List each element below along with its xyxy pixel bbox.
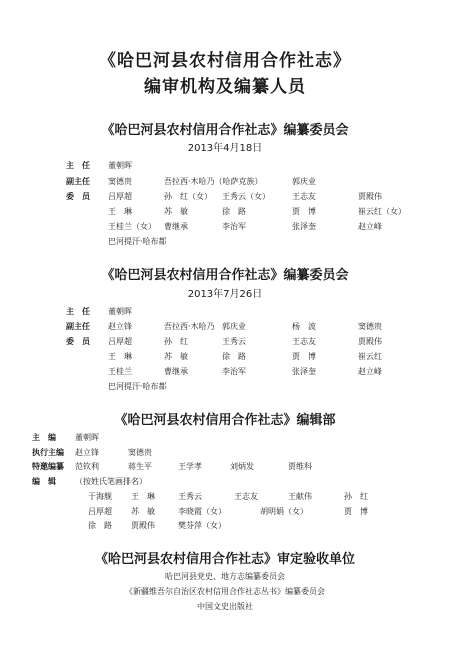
person-name: 贾殿伟 bbox=[358, 337, 382, 346]
section3-row bbox=[0, 506, 450, 520]
section4-title: 《哈巴河县农村信用合作社志》审定验收单位 bbox=[94, 552, 355, 567]
person-name: 张泽奎 bbox=[292, 222, 316, 231]
person-name: 苏 敏 bbox=[164, 207, 188, 216]
person-name: 王 琳 bbox=[131, 492, 155, 501]
person-name: 窦德贵 bbox=[128, 448, 152, 457]
role-label: 委 员 bbox=[66, 337, 90, 346]
role-label: 编 辑 bbox=[32, 477, 56, 486]
person-name: 董朝晖 bbox=[75, 433, 99, 442]
person-name: 崔云红 bbox=[358, 352, 382, 361]
person-name: 王学孝 bbox=[178, 462, 202, 471]
person-name: 吕厚超 bbox=[108, 192, 132, 201]
person-name: 孙 红 bbox=[344, 492, 368, 501]
person-name: 范钦利 bbox=[75, 462, 99, 471]
section3-row bbox=[0, 432, 450, 446]
role-label: 委 员 bbox=[66, 192, 90, 201]
person-name: 巴河提汗·哈布都 bbox=[108, 237, 167, 246]
unit-line: 《新疆维吾尔自治区农村信用合作社志丛书》编纂委员会 bbox=[125, 587, 325, 596]
role-label: 执行主编 bbox=[32, 448, 64, 457]
section2-row bbox=[0, 381, 450, 395]
person-name: 贾殿伟 bbox=[358, 192, 382, 201]
person-name: 吾拉西·木哈乃 bbox=[164, 322, 215, 331]
person-name: 吕厚超 bbox=[108, 337, 132, 346]
role-label: 主 任 bbox=[66, 307, 90, 316]
main-subtitle: 编审机构及编纂人员 bbox=[144, 77, 306, 97]
section1-title: 《哈巴河县农村信用合作社志》编纂委员会 bbox=[101, 123, 349, 138]
person-name: 曹继承 bbox=[164, 222, 188, 231]
person-name: 孙 红（女） bbox=[164, 192, 212, 201]
person-name: 吕厚超 bbox=[88, 507, 112, 516]
role-label: 主 编 bbox=[32, 433, 56, 442]
person-name: 赵立峰 bbox=[358, 367, 382, 376]
person-name: 贾殿伟 bbox=[131, 521, 155, 530]
person-name: 王桂兰 bbox=[108, 367, 132, 376]
role-label: 主 任 bbox=[66, 161, 90, 170]
person-name: 贾 博 bbox=[344, 507, 368, 516]
section1-row bbox=[0, 236, 450, 250]
person-name: 王秀云（女） bbox=[222, 192, 270, 201]
section1-row bbox=[0, 206, 450, 220]
section1-row bbox=[0, 160, 450, 174]
person-name: 赵立锋 bbox=[75, 448, 99, 457]
person-name: 王献伟 bbox=[288, 492, 312, 501]
section2-row bbox=[0, 366, 450, 380]
section3-row bbox=[0, 447, 450, 461]
role-label: 副主任 bbox=[66, 177, 90, 186]
section3-title: 《哈巴河县农村信用合作社志》编辑部 bbox=[114, 413, 336, 428]
person-name: 窦德贵 bbox=[358, 322, 382, 331]
person-name: 王 琳 bbox=[108, 207, 132, 216]
person-name: 曹继承 bbox=[164, 367, 188, 376]
person-name: 孙 红 bbox=[164, 337, 188, 346]
section1-date: 2013年4月18日 bbox=[187, 143, 263, 154]
section2-title: 《哈巴河县农村信用合作社志》编纂委员会 bbox=[101, 268, 349, 283]
section2-row bbox=[0, 351, 450, 365]
person-name: 董朝晖 bbox=[108, 161, 132, 170]
person-name: 樊芬萍（女） bbox=[178, 521, 226, 530]
person-name: 郭庆业 bbox=[292, 177, 316, 186]
person-name: 吾拉西·木哈乃（哈萨克族） bbox=[164, 177, 263, 186]
person-name: 杨 波 bbox=[292, 322, 316, 331]
section3-row bbox=[0, 491, 450, 505]
section3-row bbox=[0, 476, 450, 490]
unit-line: 中国文史出版社 bbox=[197, 602, 253, 611]
section1-row bbox=[0, 176, 450, 190]
person-name: 王志友 bbox=[292, 192, 316, 201]
person-name: 郭庆业 bbox=[222, 322, 246, 331]
person-name: 贾 博 bbox=[292, 352, 316, 361]
person-name: 董朝晖 bbox=[108, 307, 132, 316]
person-name: 赵立锋 bbox=[108, 322, 132, 331]
section3-row bbox=[0, 520, 450, 534]
section2-date: 2013年7月26日 bbox=[187, 289, 263, 300]
person-name: 徐 路 bbox=[222, 207, 246, 216]
person-name: 苏 敏 bbox=[131, 507, 155, 516]
person-name: （按姓氏笔画排名） bbox=[75, 477, 147, 486]
person-name: 王 琳 bbox=[108, 352, 132, 361]
person-name: 李治军 bbox=[222, 367, 246, 376]
person-name: 胡明娟（女） bbox=[260, 507, 308, 516]
section3-row bbox=[0, 461, 450, 475]
person-name: 蒋生平 bbox=[128, 462, 152, 471]
section2-row bbox=[0, 306, 450, 320]
person-name: 刘炳发 bbox=[230, 462, 254, 471]
main-title: 《哈巴河县农村信用合作社志》 bbox=[99, 51, 351, 71]
role-label: 副主任 bbox=[66, 322, 90, 331]
person-name: 王桂兰（女） bbox=[108, 222, 156, 231]
section1-row bbox=[0, 221, 450, 235]
person-name: 崔云红（女） bbox=[358, 207, 406, 216]
person-name: 王志友 bbox=[234, 492, 258, 501]
person-name: 张泽奎 bbox=[292, 367, 316, 376]
person-name: 王秀云 bbox=[222, 337, 246, 346]
role-label: 特邀编纂 bbox=[32, 462, 64, 471]
section1-row bbox=[0, 191, 450, 205]
unit-line: 哈巴河县党史、地方志编纂委员会 bbox=[165, 572, 285, 581]
person-name: 窦德贵 bbox=[108, 177, 132, 186]
person-name: 李治军 bbox=[222, 222, 246, 231]
person-name: 王秀云 bbox=[178, 492, 202, 501]
person-name: 于海舰 bbox=[88, 492, 112, 501]
person-name: 赵立峰 bbox=[358, 222, 382, 231]
person-name: 徐 路 bbox=[88, 521, 112, 530]
person-name: 王志友 bbox=[292, 337, 316, 346]
person-name: 徐 路 bbox=[222, 352, 246, 361]
person-name: 苏 敏 bbox=[164, 352, 188, 361]
section2-row bbox=[0, 321, 450, 335]
person-name: 李晓霞（女） bbox=[178, 507, 226, 516]
person-name: 巴河提汗·哈布都 bbox=[108, 382, 167, 391]
person-name: 贾维科 bbox=[288, 462, 312, 471]
person-name: 贾 博 bbox=[292, 207, 316, 216]
section2-row bbox=[0, 336, 450, 350]
